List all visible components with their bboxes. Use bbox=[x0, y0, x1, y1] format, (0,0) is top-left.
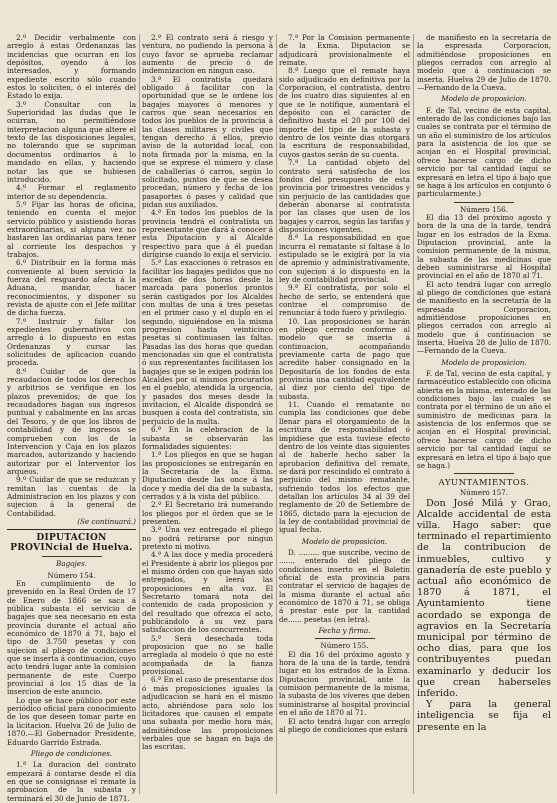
notice-number: Número 154. bbox=[47, 570, 96, 580]
col1-paras bbox=[7, 34, 136, 518]
paragraph: 9.ª El contratista, por solo el hecho de serlo, se entenderá que contrae el compromiso de renunciar á todo fuero y privilegio. bbox=[279, 283, 410, 318]
paragraph: F. de Tal, vecino de esta capital, enterado de las condiciones bajo las cuales se contrata por el término de un año el suministro de los artículos para la asistencia de los que se acojan en el Hospital provincial, ofrece hacerse cargo de dicho servicio por tal cantidad (aquí se expresará en letra el tipo á bajo que se haga á los artículos en conjunto ó particularmente.) bbox=[417, 105, 551, 199]
modelo-title: Modelo de proposicion. bbox=[441, 94, 527, 104]
paragraph: 8.ª La responsabilidad en que incurra el rematante si faltase á lo estipulado se le exigirá por la via de apremio y administrativamente, con sujecion á lo dispuesto en la ley de contabilidad provincial. bbox=[279, 233, 410, 284]
paragraph: 7.ª La cantidad objeto del contrato será satisfecha de los fondos del presupuesto de esta provincia por trimestres vencidos y sin perjuicio de las cantidades que deberán abonarse al contratista por las clases que usen de los bagajes y carros, según las tarifas y disposiciones vigentes. bbox=[279, 158, 410, 234]
paragraph: 8.º Cuidar de que la recaudacion de todos los derechos y arbitrios se verifique en los plazos prevenidos; de que los recaudadores hagan sus ingresos puntual y cabalmente en las arcas del Tesoro, y de que los libros de contabilidad y de ingresos se comprueben con los de la Intervencion y Caja en los plazos marcados, autorizando y haciendo autorizar por el Interventor los arqueos. bbox=[7, 366, 136, 476]
paragraph: El dia 16 del próximo agosto y hora de la una de la tarde, tendrá lugar en los estrados de la Exma. Diputacion provincial, ante la comision permanente de la misma, la subasta de los víveres que deben suministrarse al hospital provincial en el año de 1870 al 71. bbox=[279, 649, 410, 718]
paragraph: 9.º Cuidar de que se reduzcan y remitan las cuentas de la Administracion en los plazos y con sujecion á la general de Contabilidad. bbox=[7, 475, 136, 518]
paragraph: 6.ª En la celebracion de la subasta se observarán las formalidades siguientes: bbox=[142, 425, 273, 451]
column-3 bbox=[279, 34, 410, 794]
notice-number: Número 155. bbox=[320, 641, 369, 651]
paragraph: 5.ª Las exacciones ó retrasos en facilitar los bagajes pedidos que no excedan de dos horas desde la marcada para ponerlos prontos serán castigados por los Alcaldes con multas de una á tres pesetas en el primer caso y el duplo en el segundo, siguiéndose en la misma progresion hasta veinticinco pesetas si continuasen las faltas. Pasadas las dos horas que quedan mencionadas sin que el contratista ó sus representantes facilitasen los bagajes que se le exigen podrán los Alcaldes por sí mismos procurarlos en el pueblo, atendida la urgencia, y pasados dos meses desde la invitacion, el Alcalde dispondrá se busquen á costa del contratista, sin perjuicio de la multa. bbox=[142, 258, 273, 426]
paragraph: El acto tendrá lugar con arreglo al pliego de condiciones que estará bbox=[279, 716, 410, 734]
paragraph: 5.º Fijar las horas de oficina, teniendo en cuenta el mejor servicio público y asistiendo horas extraordinarias, si alguna vez no bastaren las ordinarias para tener al corriente los despachos y trabajos. bbox=[7, 199, 136, 259]
paragraph: 3.ª El contratista quedará obligado á facilitar con la oportunidad que se le ordene los bagajes mayores ó menores y carros que sean necesarios en todos los pueblos de la provincia á las clases militares y civiles que tengan derecho á ellos, previo aviso de la autoridad local, con nota firmada por la misma, en la que se exprese el número y clase de caballerías ó carros, según lo solicitado, puntos de que se desea procedan, número y fecha de los pasaportes ó pases y calidad que pidan sus auxiliados. bbox=[142, 74, 273, 209]
paragraph: El acto tendrá lugar con arreglo al pliego de condiciones que estará de manifiesto en la secretaría de la espresada Corporacion, admitiéndose proposiciones en pliegos cerrados con arreglo al modelo que á continuacion se inserta. Huelva 28 de Julio de 1870.—Fernando de la Cueva. bbox=[417, 279, 551, 356]
subsection-title: Bagajes. bbox=[56, 559, 87, 569]
divider bbox=[454, 473, 514, 474]
paragraph: Don José Milá y Grao, Alcalde accidental de esta villa. Hago saber: que terminado el repartimiento de la contribucion de inmuebles, cultivo y ganadería de este pueblo y actual año económico de 1870 á 1871, el Ayuntamiento tiene acordado se exponga de agravios en la Secretaría municipal por término de ocho dias, para que los contribuyentes puedan examinarlo y deducir los que crean haberseles inferido. bbox=[417, 497, 551, 699]
paragraph: D. ......... que suscribe, vecino de ......, enterado del pliego de condiciones inserto en el Boletin oficial de esta provincia para contratar el servicio de bagajes de la misma durante el actual año económico de 1870 á 71, se obliga á prestar este por la cantidad de...... pesetas (en letra). bbox=[279, 547, 410, 624]
pliego-title: Pliego de condiciones. bbox=[30, 748, 113, 758]
column-separator bbox=[413, 34, 414, 794]
modelo-title: Modelo de proposicion. bbox=[301, 536, 388, 546]
paragraph: 8.ª Luego que el remate haya sido adjudicado en definitiva por la Corporacion, el contratista, dentro de los cuatro dias siguientes al en que se le notifique, aumentará el depósito con el carácter de definitivo hasta el 20 por 100 del importe del tipo de la subasta y dentro de los veinte dias otorgará la escritura de responsabilidad, cuyos gastos serán de su cuenta. bbox=[279, 66, 410, 159]
paragraph: de manifiesto en la secretaría de la espresada Corporacion, admitiéndose proposiciones en pliegos cerrados con arreglo al modelo que á continuacion se inserta. Huelva 29 de Julio de 1870.—Fernando de la Cueva. bbox=[417, 33, 551, 93]
paragraph: Y para la general inteligencia se fija el presente en la bbox=[417, 699, 551, 733]
continued-note: (Se continuará.) bbox=[77, 516, 136, 526]
section-header-ayuntamientos: AYUNTAMIENTOS. bbox=[438, 478, 530, 489]
paragraph: 7.º Instruir y fallar los expedientes gubernativos con arreglo á lo dispuesto en estas Ordenanzas y cursar las solicitudes de aplicacion cuando proceda. bbox=[7, 316, 136, 368]
ayuntamiento-notice bbox=[417, 498, 551, 733]
paragraph: 5.ª Será desechada toda proposicion que no se halle arreglada al modelo ó que no esté acompañada de la fianza provisional. bbox=[142, 633, 273, 677]
paragraph: Lo que se hace público por este periódico oficial para conocimiento de los que deseen tomar parte en la licitacion. Huelva 26 de Julio de 1870.—El Gobernador Presidente, Eduardo Garrido Estrada. bbox=[7, 695, 136, 747]
divider bbox=[454, 202, 514, 203]
paragraph: 11. Cuando el rematante no cumpla las condiciones que debe llenar para el otorgamiento de la escritura de responsabilidad ó impidiese que esta tuviese efecto dentro de los veinte dias siguientes al de haberle hecho saber la aprobacion definitiva del remate, se dará por rescindido el contrato á perjuicio del mismo rematante, sufriendo todos los efectos que detallan los artículos 34 al 39 del reglamento de 20 de Setiembre de 1865, dictado para la ejecucion de la ley de contabilidad provincial de igual fecha. bbox=[279, 400, 410, 535]
paragraph: 10. Las proposiciones se harán en pliego cerrado conforme al modelo que se inserta á continuacion, acompañando previamente carta de pago que acredite haber consignado en la Depositaría de los fondos de esta provincia una cantidad equivalente al diez por ciento del tipo de subasta. bbox=[279, 316, 410, 401]
modelo-title: Modelo de proposicion. bbox=[441, 357, 527, 367]
fecha-firma: Fecha y firma. bbox=[318, 626, 371, 636]
paragraph: 2.ª El Secretario irá numerando los pliegos por el órden que se le presenten. bbox=[142, 500, 273, 526]
paragraph: 1.ª Los pliegos en que se hagan las proposiciones se entregarán en la Secretaría de la Exma. Diputacion desde las once á las doce y media del dia de la subasta, cerrados y á la vista del público. bbox=[142, 450, 273, 501]
paragraph: 2.ª El contrato será á riesgo y ventura, no pudiendo la persona á cuyo favor se aprueba reclamar aumento de precio ó de indemnizacion en ningun caso. bbox=[142, 33, 273, 76]
column-4 bbox=[417, 34, 551, 794]
paragraph: En cumplimiento de lo prevenido en la Real Orden de 17 de Enero de 1866 se saca á pública subasta el servicio de bagajes que sea necesario en esta provincia durante el actual año económico de 1870 á 71, bajo el tipo de 3.750 pesetas y con sujecion al pliego de condiciones que se inserta á continuacion, cuyo acto tendrá lugar ante la comision permanente de este Cuerpo provincial á los 15 dias de la insercion de este anuncio. bbox=[7, 578, 136, 697]
paragraph: 2.º Decidir verbalmente con arreglo á estas Ordenanzas las incidencias que ocurran en los depósitos, oyendo á los interesados, y formando expediente escrito sólo cuando estos lo soliciten, ó el interés del Estado lo exija. bbox=[7, 33, 136, 101]
paragraph: 3.º Consultar con la Superioridad las dudas que le ocurran, no permitiéndose interpretacion alguna que altere el texto de las disposiciones legales, no tolerando que se supriman documentos ordinarios á lo mandado en ellas, y haciendo notar las que se hubiesen introducido. bbox=[7, 99, 136, 184]
divider bbox=[315, 638, 375, 639]
column-1 bbox=[7, 33, 136, 803]
notice-number: Número 156. bbox=[459, 204, 509, 214]
paragraph: 3.ª Una vez entregado el pliego no podrá retirarse por ningun pretexto ni motivo. bbox=[142, 525, 273, 551]
column-separator bbox=[139, 34, 140, 794]
paragraph: 1.ª La duracion del contrato empezará á contarse desde el dia en que se consignase el remate la aprobacion de la subasta y terminará el 30 de Junio de 1871. bbox=[7, 760, 136, 803]
paragraph: 6.ª En el caso de presentarse dos ó más proposiciones iguales la adjudicacion se hará en el mismo acto, abriéndose para solo los licitadores que causen el empate una subasta por medio hora más, admitiéndose las proposiciones verbales que se hagan en baja de las escritas. bbox=[142, 675, 273, 752]
paragraph: 6.º Distribuir en la forma más conveniente al buen servicio la fuerza del resguardo afecta á la Aduana, mandar, hacer reconocimientos, y disponer su revista de ajuste con el Jefe militar de dicha fuerza. bbox=[7, 258, 136, 318]
paragraph: El dia 13 del próximo agosto y hora de la una de la tarde, tendrá lugar en los estrados de la Exma. Diputacion provincial, ante la comision permanente de la misma, la subasta de las medicinas que deben suministrarse al Hospital provincial en el año de 1870 al 71. bbox=[417, 212, 551, 281]
section-header-diputacion: DIPUTACION PROVINcial de Huelva. bbox=[7, 529, 136, 553]
paragraph: 4.ª En todos los pueblos de la provincia tendrá el contratista un representante que dará á conocer á esta Diputacion y al Alcalde respectivo para que á él puedan dirigirse cuando lo exija el servicio. bbox=[142, 208, 273, 259]
divider bbox=[42, 556, 102, 557]
paragraph: F. de Tal, vecino de esta capital, y farmacéutico establecido con oficina abierta en la misma, enterado de las condiciones bajo las cuales se contrata por el término de un año el suministro de medicinas para la asistencia de los enfermos que se acojan en el Hospital provincial, ofrece hacerse cargo de dicho servicio por tal cantidad (aquí se expresará en letra el tipo á bajo que se haga.) bbox=[417, 369, 551, 470]
column-2 bbox=[142, 34, 273, 794]
paragraph: 4.ª A las doce y media procederá el Presidente á abrir los pliegos por el mismo órden con que hayan sido entregados, y leerá las proposiciones en alta voz. El Secretario tomará nota del contenido de cada proposicion y del resultado que ofrezca el acto, publicándolo á su vez para satisfaccion de los concurrentes. bbox=[142, 550, 273, 635]
paragraph: 4.º Formar el reglamento interior de su dependencia. bbox=[7, 183, 136, 201]
notice-number: Número 157. bbox=[459, 488, 509, 498]
paragraph: 7.ª Por la Comision permanente de la Exma. Diputacion se adjudicará provisionalmente el remate. bbox=[279, 33, 410, 68]
column-separator bbox=[276, 34, 277, 794]
